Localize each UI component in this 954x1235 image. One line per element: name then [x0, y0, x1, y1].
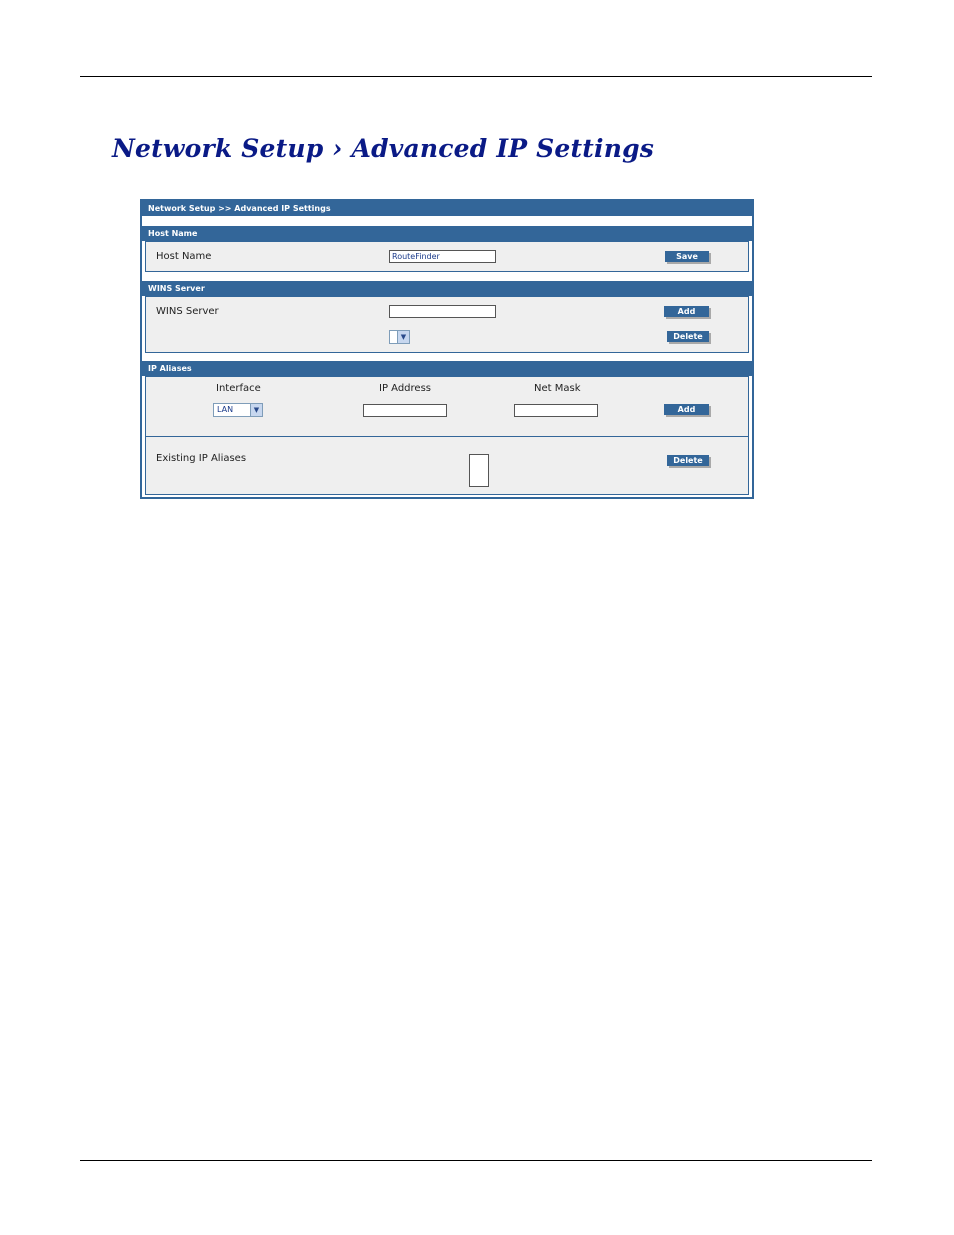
wins-add-button[interactable]: Add [664, 306, 709, 317]
page-title: Network Setup › Advanced IP Settings [112, 134, 655, 163]
wins-delete-button[interactable]: Delete [667, 331, 709, 342]
column-ip-address: IP Address [379, 383, 431, 394]
wins-server-label: WINS Server [156, 306, 219, 317]
host-name-section-header: Host Name [142, 226, 752, 241]
ip-alias-add-button[interactable]: Add [664, 404, 709, 415]
host-name-label: Host Name [156, 251, 212, 262]
net-mask-input[interactable] [514, 404, 598, 417]
wins-server-input[interactable] [389, 305, 496, 318]
interface-select[interactable]: LAN ▼ [213, 403, 263, 417]
ip-address-input[interactable] [363, 404, 447, 417]
existing-ip-aliases-list[interactable] [469, 454, 489, 487]
wins-server-section-header: WINS Server [142, 281, 752, 296]
chevron-down-icon: ▼ [250, 404, 262, 416]
save-button[interactable]: Save [665, 251, 709, 262]
column-interface: Interface [216, 383, 261, 394]
existing-ip-aliases-label: Existing IP Aliases [156, 453, 247, 464]
section-divider [146, 436, 748, 437]
ip-alias-delete-button[interactable]: Delete [667, 455, 709, 466]
ip-aliases-section-header: IP Aliases [142, 361, 752, 376]
advanced-ip-settings-window [140, 199, 754, 499]
footer-rule [80, 1160, 872, 1161]
wins-server-select[interactable] [389, 330, 410, 344]
wins-server-panel [145, 296, 749, 353]
breadcrumb: Network Setup >> Advanced IP Settings [142, 201, 752, 216]
chevron-down-icon: ▼ [397, 331, 409, 343]
ip-aliases-panel [145, 376, 749, 495]
column-net-mask: Net Mask [534, 383, 581, 394]
header-rule [80, 76, 872, 77]
host-name-input[interactable] [389, 250, 496, 263]
host-name-panel [145, 241, 749, 272]
